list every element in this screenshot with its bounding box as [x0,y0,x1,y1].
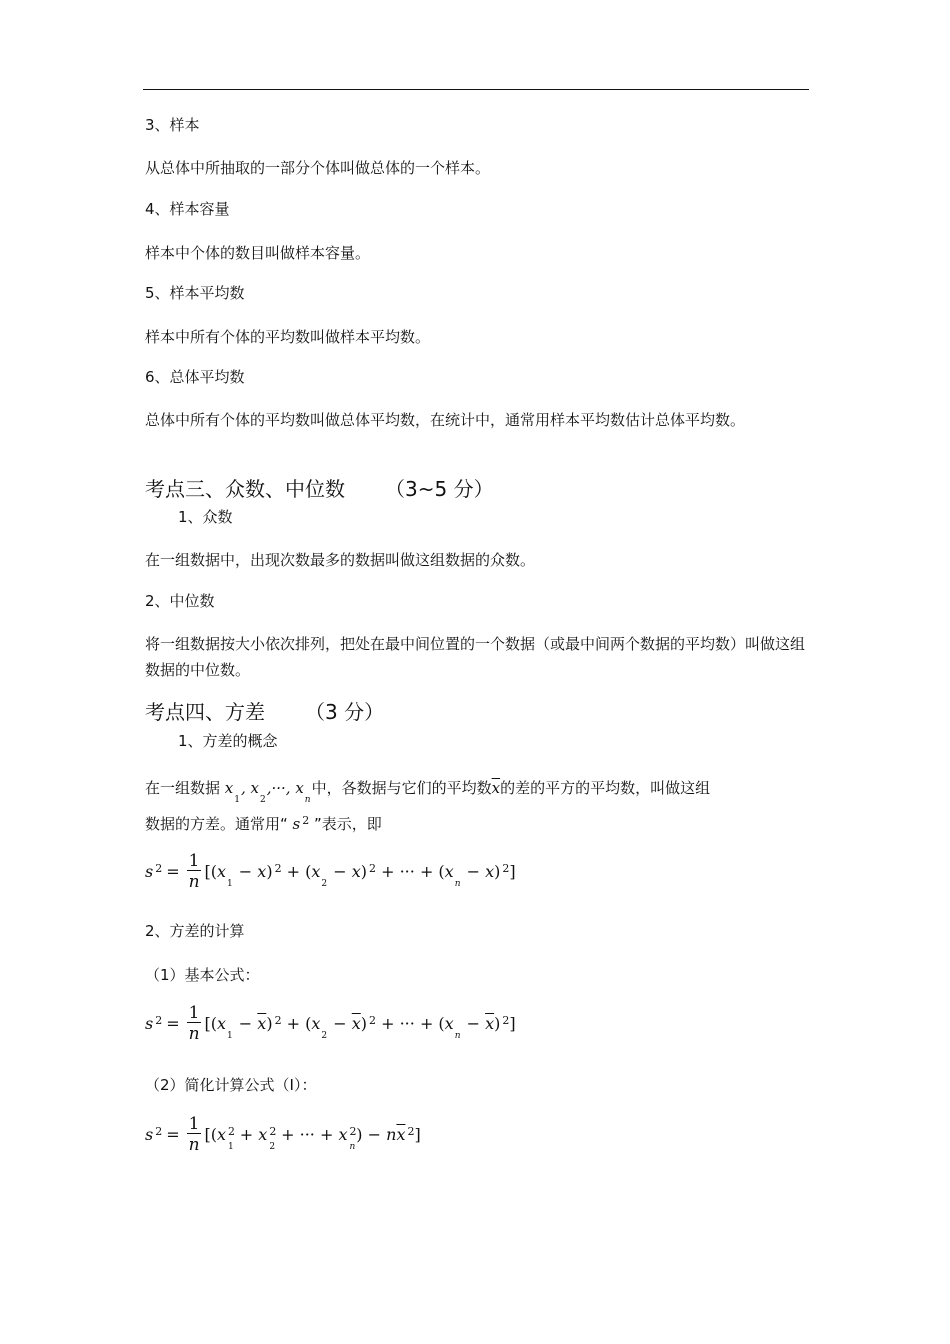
section-6-text: 总体中所有个体的平均数叫做总体平均数，在统计中，通常用样本平均数估计总体平均数。 [145,411,746,429]
section-4-text: 样本中个体的数目叫做样本容量。 [145,244,371,262]
section-5-text: 样本中所有个体的平均数叫做样本平均数。 [145,328,431,346]
section-4-title: 4、样本容量 [145,200,230,218]
kaodian-4-heading [145,698,384,726]
kaodian-4-item-2-title: 2、方差的计算 [145,922,245,940]
kaodian-4-score: （3 分） [305,700,385,724]
basic-variance-formula: s $^2$ = $\frac{1}{n}$ [$(x_1 - \overline{x}) ^2 + (x_2 - \overline{x}) ^2$ + ··· + $(x_n - \overline{x})$ $^2$] [145,1003,516,1044]
kaodian-4-heading-text: 考点四、方差 [145,700,265,724]
kaodian-3-item-2-title: 2、中位数 [145,592,215,610]
variance-definition-formula: s $^2$ = $\frac{1}{n}$ [$(x_1 - x) ^2 + (x_2 - x) ^2$ + ··· + $(x_n - x)$ $^2$] [145,851,516,892]
section-3-title: 3、样本 [145,116,200,134]
simplified-formula-label: （2）简化计算公式（Ⅰ）： [145,1076,317,1094]
header-rule [143,89,809,90]
mean-symbol: $\overline{x}$ [491,779,501,797]
kaodian-3-item-1-title: 1、众数 [178,508,233,526]
kaodian-3-heading [145,475,494,503]
variance-definition-line-2: 数据的方差。通常用“ s $^2$ ”表示，即 [145,814,382,833]
basic-formula-label: （1）基本公式： [145,966,260,984]
simplified-variance-formula: s $^2$ = $\frac{1}{n}$ [(x $^2_1$ + x $^2_2$ + ··· + x $^2_n) - n\overline{x}$ $^2$] [145,1114,421,1155]
section-5-title: 5、样本平均数 [145,284,245,302]
kaodian-3-heading-text: 考点三、众数、中位数 [145,477,345,501]
section-6-title: 6、总体平均数 [145,368,245,386]
data-sequence-formula: $x_1$, $x_2,\cdot\cdot\cdot$, $x_n$ [220,779,311,805]
kaodian-3-item-1-text: 在一组数据中，出现次数最多的数据叫做这组数据的众数。 [145,551,536,569]
kaodian-3-score: （3~5 分） [385,477,494,501]
variance-symbol: s $^2$ [287,814,310,833]
variance-definition-line-1: 在一组数据 $x_1$, $x_2,\cdot\cdot\cdot$, $x_n$中，各数据与它们的平均数$\overline{x}$的差的平方的平均数，叫做这组 [145,779,711,805]
kaodian-4-item-1-title: 1、方差的概念 [178,732,278,750]
section-3-text: 从总体中所抽取的一部分个体叫做总体的一个样本。 [145,159,491,177]
kaodian-3-item-2-text: 将一组数据按大小依次排列，把处在最中间位置的一个数据（或最中间两个数据的平均数）叫做这组数据的中位数。 [145,635,806,679]
